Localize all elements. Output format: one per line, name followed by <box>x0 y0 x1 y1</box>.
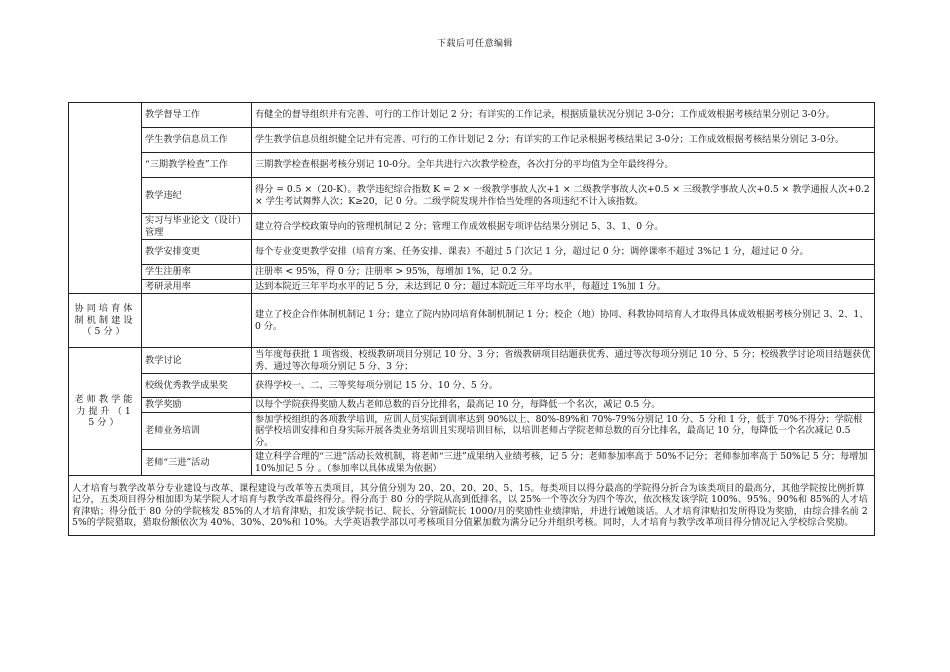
desc-cell: 注册率 < 95%，得 0 分；注册率 > 95%，每增加 1%，记 0.2 分。 <box>252 265 875 280</box>
item-cell: 学生教学信息员工作 <box>142 128 252 153</box>
table-row <box>69 476 875 536</box>
desc-cell: 建立了校企合作体制机制记 1 分；建立了院内协同培育体制机制记 1 分；校企（地）协同、科教协同培育人才取得具体成效根据考核分别记 3、2、1、0 分。 <box>252 294 875 348</box>
desc-cell: 有健全的督导组织并有完善、可行的工作计划记 2 分；有详实的工作记录，根据质量状况分别记 3-0分；工作成效根据考核结果分别记 3-0分。 <box>252 103 875 128</box>
desc-cell: 参加学校组织的各项教学培训，应训人员实际到训率达到 90%以上、80%-89%和 70%-79%分别记 10 分、5 分和 1 分，低于 70%不得分；学院根据学校培训安排和自身实际开展各类业务培训且实现培训目标，以培训老师占学院老师总数的百分比排名，最高记 10 分，每降低一个名次减记 0.5 分。 <box>252 412 875 450</box>
desc-cell: 得分 = 0.5 ×（20-K）。教学违纪综合指数 K = 2 × 一级教学事故人次+1 × 二级教学事故人次+0.5 × 三级教学事故人次+0.5 × 教学通报人次+0.2 × 学生考试舞弊人次；K≥20，记 0 分。二级学院发现并作恰当处理的各项违纪不计入该指数。 <box>252 178 875 214</box>
table-row <box>69 153 875 178</box>
item-cell: 教学讨论 <box>142 348 252 374</box>
table-row <box>69 265 875 280</box>
category-cell <box>69 103 142 294</box>
table-row <box>69 214 875 240</box>
desc-cell: 以每个学院获得奖励人数占老师总数的百分比排名，最高记 10 分，每降低一个名次，减记 0.5 分。 <box>252 398 875 413</box>
notes-cell: 人才培育与教学改革分专业建设与改革、课程建设与改革等五类项目，其分值分别为 20、20、20、20、5、15。每类项目以得分最高的学院得分折合为该类项目的最高分，其他学院按比例折算记分，五类项目得分相加即为某学院人才培育与教学改革最终得分。得分高于 80 分的学院从高到低排名，以 25%一个等次分为四个等次，依次核发该学院 100%、95%、90%和 85%的人才培育津贴；得分低于 80 分的学院核发 85%的人才培育津贴，扣发该学院书记、院长、分管副院长 1000/月的奖励性业绩津贴，并进行诫勉谈话。人才培育津贴扣发所得设为奖励，由综合排名前 25%的学院猎取，猎取份额依次为 40%、30%、20%和 10%。大学英语教学部以可考核项目分值累加数为满分记分并组织考核。同时，人才培育与教学改革项目得分情况记入学校综合奖励。 <box>69 476 875 536</box>
item-cell: 老师“三进”活动 <box>142 450 252 476</box>
desc-cell: 获得学校一、二、三等奖每项分别记 15 分、10 分、5 分。 <box>252 374 875 398</box>
page-header: 下载后可任意编辑 <box>436 39 513 49</box>
desc-cell: 每个专业变更教学安排（培育方案、任务安排、课表）不超过 5 门次记 1 分，超过记 0 分；调停课率不超过 3%记 1 分，超过记 0 分。 <box>252 240 875 265</box>
item-cell: 校级优秀教学成果奖 <box>142 374 252 398</box>
desc-cell: 学生教学信息员组织健全记并有完善、可行的工作计划记 2 分；有详实的工作记录根据考核结果记 3-0分；工作成效根据考核结果分别记 3-0分。 <box>252 128 875 153</box>
table-row <box>69 279 875 294</box>
desc-cell: 建立符合学校政策导向的管理机制记 2 分；管理工作成效根据专项评估结果分别记 5、3、1、0 分。 <box>252 214 875 240</box>
item-cell <box>142 294 252 348</box>
item-cell: 教学督导工作 <box>142 103 252 128</box>
category-cell: 老师教学能力提升（15分） <box>69 348 142 476</box>
table-row <box>69 103 875 128</box>
item-cell: 教学奖励 <box>142 398 252 413</box>
item-cell: 老师业务培训 <box>142 412 252 450</box>
item-cell: 教学违纪 <box>142 178 252 214</box>
item-cell: 实习与毕业论文（设计）管理 <box>142 214 252 240</box>
item-cell: 学生注册率 <box>142 265 252 280</box>
table-row <box>69 374 875 398</box>
desc-cell: 三期教学检查根据考核分别记 10-0分。全年共进行六次教学检查，各次打分的平均值为全年最终得分。 <box>252 153 875 178</box>
table-row <box>69 240 875 265</box>
table-row <box>69 398 875 413</box>
desc-cell: 达到本院近三年平均水平的记 5 分，未达到记 0 分；超过本院近三年平均水平，每超过 1%加 1 分。 <box>252 279 875 294</box>
table-row <box>69 450 875 476</box>
evaluation-table <box>68 102 875 536</box>
table-row <box>69 348 875 374</box>
table-row <box>69 128 875 153</box>
table-row <box>69 178 875 214</box>
desc-cell: 当年度每获批 1 项省级、校级教研项目分别记 10 分、3 分；省级教研项目结题获优秀、通过等次每项分别记 10 分、5 分；校级教学讨论项目结题获优秀、通过等次每项分别记 5 分、3 分； <box>252 348 875 374</box>
table-row <box>69 294 875 348</box>
item-cell: 考研录用率 <box>142 279 252 294</box>
desc-cell: 建立科学合理的“三进”活动长效机制，将老师“三进”成果纳入业绩考核，记 5 分；老师参加率高于 50%不记分；老师参加率高于 50%记 5 分；每增加 10%加记 5 分 。（参加率以具体成果为依据） <box>252 450 875 476</box>
category-cell: 协同培育体制机制建设（5分） <box>69 294 142 348</box>
item-cell: “三期教学检查”工作 <box>142 153 252 178</box>
item-cell: 教学安排变更 <box>142 240 252 265</box>
table-row <box>69 412 875 450</box>
